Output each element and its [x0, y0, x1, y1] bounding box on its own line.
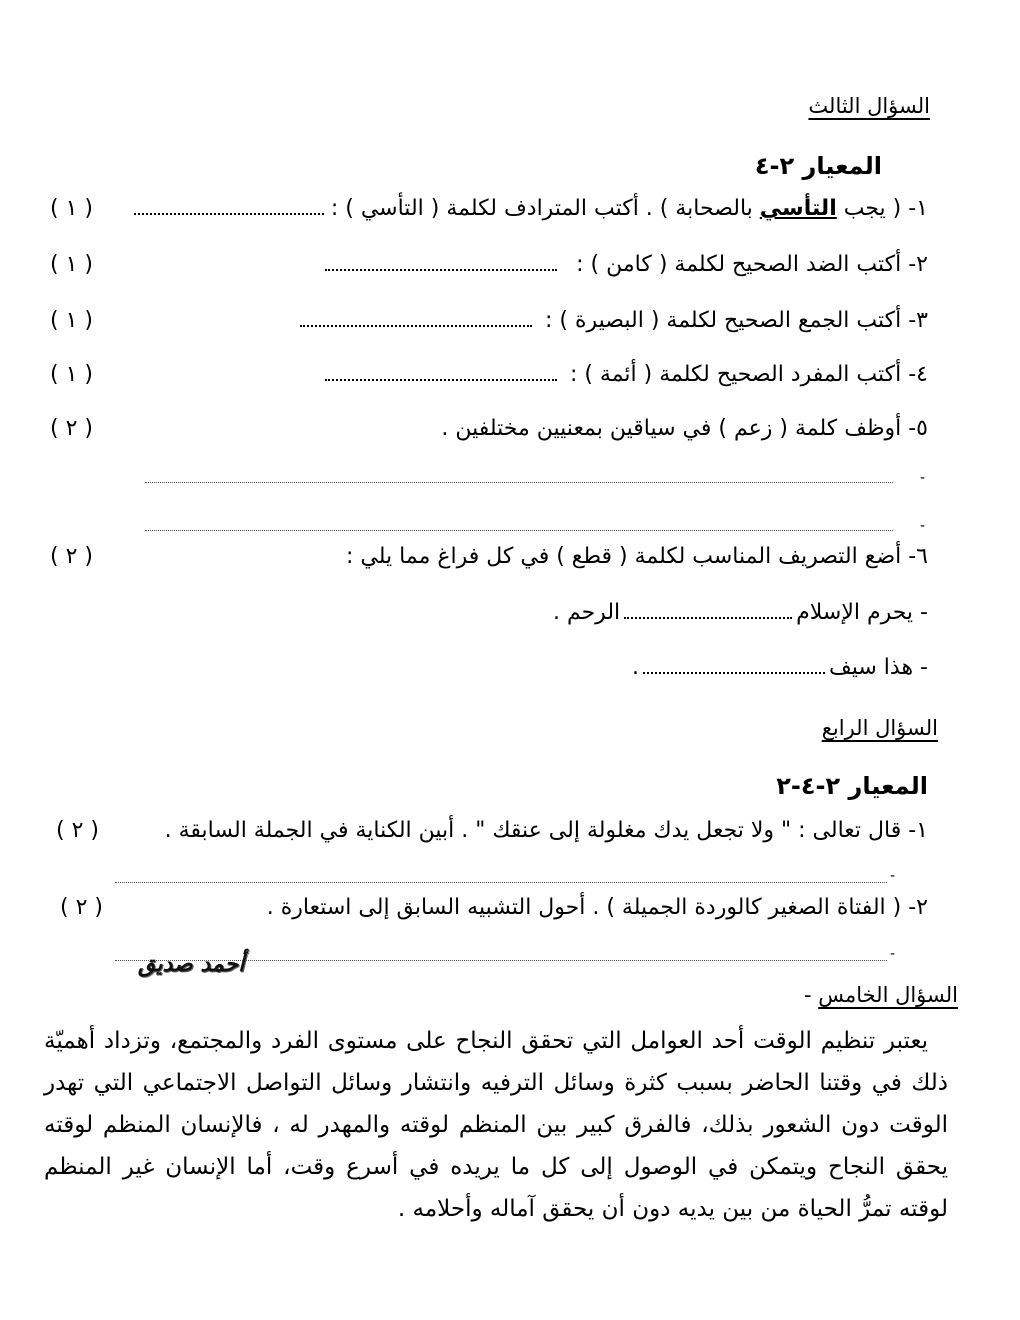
- q5-title: السؤال الخامس: [818, 983, 958, 1007]
- q3-item-4-text: ٤- أكتب المفرد الصحيح لكلمة ( أئمة ) :: [569, 362, 928, 387]
- fill-sentence-2: [632, 655, 928, 680]
- q3-item-2-mark: ( ١ ): [50, 252, 93, 277]
- q3-item-4-mark: ( ١ ): [50, 362, 93, 387]
- q3-item-1-mark: ( ١ ): [50, 196, 93, 221]
- fill-2-pre: - هذا سيف: [828, 655, 928, 680]
- q4-criterion: المعيار ٢-٤-٢: [776, 772, 928, 800]
- q3-item-1-pre: ١- ( يجب: [836, 196, 928, 221]
- q3-item-1: [134, 196, 928, 221]
- line-dash: -: [920, 518, 926, 534]
- q3-item-3-mark: ( ١ ): [50, 308, 93, 333]
- q4-item-2: ٢- ( الفتاة الصغير كالوردة الجميلة ) . أحول التشبيه السابق إلى استعارة .: [266, 895, 928, 920]
- line-dash: -: [890, 946, 896, 962]
- q3-item-4: [325, 362, 928, 387]
- q3-item-1-post: بالصحابة ) . أكتب المترادف لكلمة ( التأسي ) :: [330, 196, 760, 221]
- q5-heading: [804, 983, 958, 1007]
- answer-blank[interactable]: [325, 267, 557, 271]
- answer-line[interactable]: [145, 482, 893, 483]
- author-signature: أحمد صديق: [138, 952, 245, 977]
- q3-item-2: [325, 252, 928, 277]
- answer-blank[interactable]: [624, 615, 792, 619]
- q4-item-1-mark: ( ٢ ): [56, 818, 99, 843]
- answer-line[interactable]: [115, 882, 887, 883]
- q4-item-1: ١- قال تعالى : " ولا تجعل يدك مغلولة إلى عنقك " . أبين الكناية في الجملة السابقة .: [164, 818, 928, 843]
- q3-item-6: ٦- أضع التصريف المناسب لكلمة ( قطع ) في كل فراغ مما يلي :: [346, 544, 928, 569]
- reading-paragraph: يعتبر تنظيم الوقت أحد العوامل التي تحقق النجاح على مستوى الفرد والمجتمع، وتزداد أهميّة ذلك في وقتنا الحاضر بسبب كثرة وسائل الترفيه وانتشار وسائل التواصل الاجتماعي التي تهدر الوقت دون الشعور بذلك، فالفرق كبير بين المنظم لوقته والمهدر له ، فالإنسان المنظم لوقته يحقق النجاح ويتمكن في الوصول إلى كل ما يريده في أسرع وقت، أما الإنسان غير المنظم لوقته تمرُّ الحياة من بين يديه دون أن يحقق آماله وأحلامه .: [44, 1028, 948, 1222]
- answer-blank[interactable]: [134, 211, 324, 215]
- q3-item-1-keyword: التأسي: [759, 196, 837, 221]
- q4-item-2-mark: ( ٢ ): [60, 895, 103, 920]
- answer-blank[interactable]: [325, 377, 557, 381]
- q4-title: السؤال الرابع: [821, 716, 938, 740]
- answer-line[interactable]: [145, 530, 893, 531]
- answer-blank[interactable]: [300, 323, 532, 327]
- q3-title: السؤال الثالث: [808, 94, 930, 118]
- fill-2-post: .: [631, 655, 639, 680]
- q3-item-5: ٥- أوظف كلمة ( زعم ) في سياقين بمعنيين مختلفين .: [441, 416, 928, 441]
- answer-blank[interactable]: [643, 670, 825, 674]
- line-dash: -: [890, 868, 896, 884]
- q3-item-3-text: ٣- أكتب الجمع الصحيح لكلمة ( البصيرة ) :: [545, 308, 928, 333]
- fill-1-post: الرحم .: [552, 600, 621, 625]
- q3-item-3: [300, 308, 928, 333]
- q5-title-suffix: -: [803, 983, 819, 1007]
- fill-sentence-1: [553, 600, 928, 625]
- q3-criterion: المعيار ٢-٤: [754, 152, 882, 180]
- q3-item-2-text: ٢- أكتب الضد الصحيح لكلمة ( كامن ) :: [576, 252, 928, 277]
- fill-1-pre: - يحرم الإسلام: [796, 600, 928, 625]
- q3-item-5-mark: ( ٢ ): [50, 416, 93, 441]
- line-dash: -: [920, 470, 926, 486]
- q3-item-6-mark: ( ٢ ): [50, 544, 93, 569]
